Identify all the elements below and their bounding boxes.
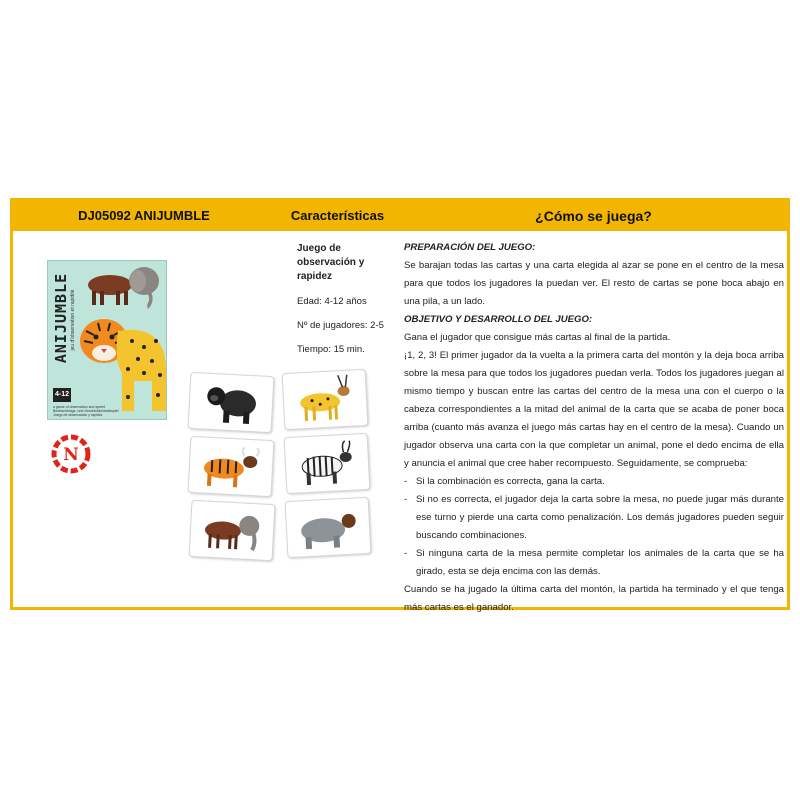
bullet-item: - Si no es correcta, el jugador deja la carta sobre la mesa, no puede jugar más durante ese turno y pierde una carta como penalización. Los demás jugadores pueden seguir buscando combinaciones. (404, 494, 784, 541)
features-players: Nº de jugadores: 2-5 (297, 320, 384, 331)
play-text: ¡1, 2, 3! El primer jugador da la vuelta a la primera carta del montón y la deja boca arriba sobre la mesa para que todos los jugadores puedan verla. Todos los jugadores juegan al mismo tiempo y buscan entre las cartas del centro de la mesa una con el cuerpo o la cabeza correspondientes a la mitad del animal de la carta que se acaba de poner boca arriba (cuanto más avanza el juego más cartas hay en el centro de la mesa). Cuando un jugador observa una carta con la que completar un animal, pone el dedo encima de ella y anuncia el animal que cree haber recompuesto. Seguidamente, se comprueba: (404, 350, 784, 469)
zebra-icon (285, 434, 370, 493)
box-subtitle: jeu d'observation et rapidité (70, 289, 76, 351)
cheetah-icon (117, 330, 166, 411)
box-title: ANIJUMBLE (52, 272, 70, 364)
card-tiger-buffalo (188, 436, 275, 497)
features-time: Tiempo: 15 min. (297, 344, 365, 355)
product-sheet (10, 198, 790, 613)
card-cheetah-antelope (282, 369, 369, 430)
game-box-image (47, 260, 167, 420)
objective-heading: OBJETIVO Y DESARROLLO DEL JUEGO: (404, 314, 593, 325)
card-rhino-horse (285, 497, 372, 558)
gorilla-icon (189, 373, 274, 432)
product-code-title: DJ05092 ANIJUMBLE (78, 208, 210, 223)
box-small-text: a game of observation and speed Beobachtungs- und Geschicklichkeitsspiel Juego de observación y rapidez (53, 405, 119, 417)
cheetah-icon (283, 370, 368, 429)
bullet-item: - Si la combinación es correcta, gana la carta. (404, 476, 605, 487)
end-text: Cuando se ha jugado la última carta del montón, la partida ha terminado y el que tenga más cartas es el ganador. (404, 584, 784, 613)
objective-text: Gana el jugador que consigue más cartas al final de la partida. (404, 332, 671, 343)
header-bar (13, 201, 787, 231)
features-heading: Características (290, 208, 385, 223)
horse-icon (88, 275, 132, 305)
features-column (297, 242, 401, 368)
elephant-icon (129, 267, 159, 309)
card-zebra-antelope (284, 433, 371, 494)
howto-heading: ¿Cómo se juega? (535, 208, 652, 224)
features-age: Edad: 4-12 años (297, 296, 367, 307)
howto-column (404, 239, 784, 617)
svg-text:N: N (63, 445, 79, 465)
box-age-badge: 4-12 (53, 388, 71, 402)
n-badge-icon (51, 434, 91, 474)
elephant-icon (190, 501, 275, 560)
rhino-icon (286, 498, 371, 557)
tiger-icon (189, 437, 274, 496)
features-title: Juego de observación y rapidez (297, 243, 365, 282)
bullet-item: - Si ninguna carta de la mesa permite completar los animales de la carta que se ha girado, esta se deja encima con las demás. (404, 548, 784, 577)
card-horse-elephant (189, 500, 276, 561)
prep-text: Se barajan todas las cartas y una carta elegida al azar se pone en el centro de la mesa para que todos los jugadores la puedan ver. El resto de cartas se pone boca abajo en una pila, a un lado. (404, 260, 784, 307)
prep-heading: PREPARACIÓN DEL JUEGO: (404, 242, 536, 253)
card-gorilla-bear (188, 372, 275, 433)
